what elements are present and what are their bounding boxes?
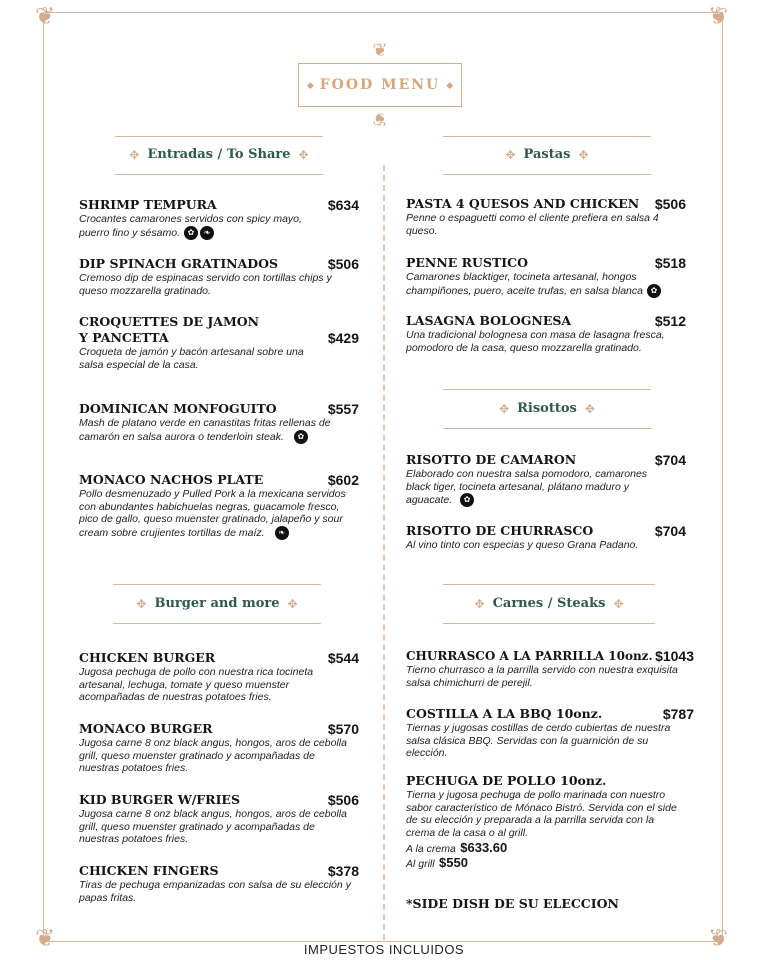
section-title: Pastas: [523, 147, 571, 162]
menu-item-shrimp-tempura: [79, 197, 361, 240]
section-rule: [443, 389, 651, 390]
item-name: DIP SPINACH GRATINADOS: [79, 256, 279, 271]
item-description: Crocantes camarones servidos con spicy mayo, puerro fino y sésamo.: [79, 213, 302, 239]
diamond-icon: ◆: [306, 79, 314, 90]
section-rule: [443, 136, 651, 137]
item-description: Tierna y jugosa pechuga de pollo marinada con nuestro sabor característico de Mónaco Bistró. Servida con el side de su elección y preparada a la parrilla servida con la crema de la casa o al grill.: [406, 789, 677, 839]
pechuga-option-grill: [406, 856, 694, 871]
menu-item-monaco-burger: [79, 721, 361, 775]
item-name: KID BURGER W/FRIES: [79, 792, 240, 807]
item-description: Jugosa pechuga de pollo con nuestra rica tocineta artesanal, lechuga, tomate y queso muenster acompañadas de nuestras potatoes fries.: [79, 666, 314, 703]
item-name: DOMINICAN MONFOGUITO: [79, 401, 277, 416]
menu-item-lasagna: [406, 313, 688, 354]
section-header-burger: [113, 596, 321, 611]
item-description: Cremoso dip de espinacas servido con tortillas chips y queso mozzarella gratinado.: [79, 272, 332, 297]
title-ornament-bottom: ❦: [372, 108, 388, 129]
item-price: $512: [654, 313, 686, 329]
section-title: Risottos: [517, 401, 577, 416]
menu-item-pasta-4-quesos: [406, 196, 688, 237]
corner-ornament-bottom-right: ❦: [708, 924, 729, 952]
corner-ornament-top-left: ❦: [35, 2, 56, 30]
column-divider: [383, 165, 385, 940]
section-header-risottos: [443, 401, 651, 416]
item-description: Penne o espaguetti como el cliente prefiera en salsa 4 queso.: [406, 212, 659, 237]
flourish-icon: ✥: [136, 596, 147, 611]
item-price: $570: [327, 721, 359, 737]
item-name-line2: Y PANCETTA: [79, 330, 169, 345]
item-price: $429: [327, 330, 359, 346]
item-description: Al vino tinto con especias y queso Grana Padano.: [406, 539, 639, 551]
item-description: Tiras de pechuga empanizadas con salsa de su elección y papas fritas.: [79, 879, 351, 904]
menu-item-churrasco: [406, 648, 694, 689]
title-banner: [298, 63, 462, 107]
item-name: SHRIMP TEMPURA: [79, 197, 217, 212]
section-rule: [115, 174, 323, 175]
item-description: Tiernas y jugosas costillas de cerdo cubiertas de nuestra salsa clásica BBQ. Servidas con la guarnición de su elección.: [406, 722, 671, 759]
item-name: PASTA 4 QUESOS AND CHICKEN: [406, 196, 640, 211]
option-price: $633.60: [460, 840, 508, 855]
item-price: $1043: [655, 648, 694, 664]
section-rule: [443, 584, 655, 585]
item-name: CHICKEN FINGERS: [79, 863, 219, 878]
item-price: $787: [662, 706, 694, 722]
section-header-carnes: [443, 596, 655, 611]
item-name: PECHUGA DE POLLO 10onz.: [406, 773, 607, 788]
menu-item-nachos: [79, 472, 361, 540]
flourish-icon: ✥: [613, 596, 624, 611]
section-title: Burger and more: [154, 596, 280, 611]
section-rule: [443, 428, 651, 429]
flourish-icon: ✥: [584, 401, 595, 416]
menu-item-chicken-fingers: [79, 863, 361, 904]
item-name: PENNE RUSTICO: [406, 255, 528, 270]
flourish-icon: ✥: [287, 596, 298, 611]
section-rule: [443, 174, 651, 175]
menu-item-risotto-camaron: [406, 452, 688, 507]
item-name: MONACO BURGER: [79, 721, 213, 736]
section-header-entradas: [115, 147, 323, 162]
item-description: Pollo desmenuzado y Pulled Pork a la mexicana servidos con abundantes habichuelas negras, guacamole fresco, pico de gallo, queso muenster gratinado, jalapeño y sour cream sobre crujientes tortillas de maíz.: [79, 488, 346, 539]
item-name: RISOTTO DE CAMARON: [406, 452, 577, 467]
flourish-icon: ✥: [505, 147, 516, 162]
shrimp-icon: ✿: [294, 430, 308, 444]
option-label: Al grill: [406, 858, 435, 870]
footer-taxes-note: IMPUESTOS INCLUIDOS: [303, 942, 465, 957]
side-dish-note: *SIDE DISH DE SU ELECCION: [406, 896, 619, 911]
menu-item-chicken-burger: [79, 650, 361, 704]
section-rule: [113, 623, 321, 624]
item-price: $506: [654, 196, 686, 212]
item-name: RISOTTO DE CHURRASCO: [406, 523, 594, 538]
item-price: $704: [654, 452, 686, 468]
item-description: Jugosa carne 8 onz black angus, hongos, aros de cebolla grill, queso muenster gratinado y acompañadas de nuestras potatoes fries.: [79, 737, 347, 774]
menu-item-penne-rustico: [406, 255, 688, 298]
shrimp-icon: ✿: [647, 284, 661, 298]
menu-item-kid-burger: [79, 792, 361, 846]
item-description: Camarones blacktiger, tocineta artesanal, hongos champiñones, puero, aceite trufas, en salsa blanca: [406, 271, 643, 297]
menu-item-croquettes: [79, 314, 361, 371]
pechuga-option-crema: [406, 841, 694, 856]
menu-item-risotto-churrasco: [406, 523, 688, 552]
diamond-icon: ◆: [446, 79, 454, 90]
section-title: Carnes / Steaks: [492, 596, 606, 611]
option-label: A la crema: [406, 843, 456, 855]
option-price: $550: [439, 855, 468, 870]
title-ornament-top: ❦: [372, 40, 388, 61]
item-price: $602: [327, 472, 359, 488]
flourish-icon: ✥: [499, 401, 510, 416]
menu-item-pechuga: [406, 773, 694, 871]
item-description: Jugosa carne 8 onz black angus, hongos, aros de cebolla grill, queso muenster gratinado y acompañadas de nuestras potatoes fries.: [79, 808, 347, 845]
item-description: Tierno churrasco a la parrilla servido con nuestra exquisita salsa chimichurri de perejil.: [406, 664, 678, 689]
item-description: Una tradicional bolognesa con masa de lasagna fresca, pomodoro de la casa, queso mozzarella gratinado.: [406, 329, 665, 354]
menu-item-monfoguito: [79, 401, 361, 444]
item-name: CHICKEN BURGER: [79, 650, 216, 665]
spicy-icon: ❧: [200, 226, 214, 240]
item-description: Elaborado con nuestra salsa pomodoro, camarones black tiger, tocineta artesanal, plátano maduro y aguacate.: [406, 468, 648, 506]
corner-ornament-bottom-left: ❦: [35, 924, 56, 952]
corner-ornament-top-right: ❦: [708, 2, 729, 30]
item-name: LASAGNA BOLOGNESA: [406, 313, 572, 328]
item-name: COSTILLA A LA BBQ 10onz.: [406, 706, 603, 721]
item-price: $506: [327, 256, 359, 272]
item-description: Croqueta de jamón y bacón artesanal sobre una salsa especial de la casa.: [79, 346, 304, 371]
menu-item-dip-spinach: [79, 256, 361, 297]
shrimp-icon: ✿: [184, 226, 198, 240]
section-title: Entradas / To Share: [147, 147, 291, 162]
item-name: MONACO NACHOS PLATE: [79, 472, 264, 487]
section-rule: [113, 584, 321, 585]
item-price: $378: [327, 863, 359, 879]
shrimp-icon: ✿: [460, 493, 474, 507]
item-price: $544: [327, 650, 359, 666]
flourish-icon: ✥: [474, 596, 485, 611]
item-price: $506: [327, 792, 359, 808]
item-price: $634: [327, 197, 359, 213]
item-price: $557: [327, 401, 359, 417]
spicy-icon: ❧: [275, 526, 289, 540]
section-header-pastas: [443, 147, 651, 162]
flourish-icon: ✥: [129, 147, 140, 162]
item-price: $518: [654, 255, 686, 271]
item-name: CHURRASCO A LA PARRILLA 10onz.: [406, 649, 653, 663]
section-rule: [443, 623, 655, 624]
item-name-line1: CROQUETTES DE JAMON: [79, 314, 260, 329]
item-description: Mash de platano verde en canastitas fritas rellenas de camarón en salsa aurora o tenderloin steak.: [79, 417, 331, 443]
item-price: $704: [654, 523, 686, 539]
flourish-icon: ✥: [298, 147, 309, 162]
section-rule: [115, 136, 323, 137]
flourish-icon: ✥: [578, 147, 589, 162]
menu-title: FOOD MENU: [319, 77, 441, 93]
menu-item-costilla: [406, 706, 694, 760]
